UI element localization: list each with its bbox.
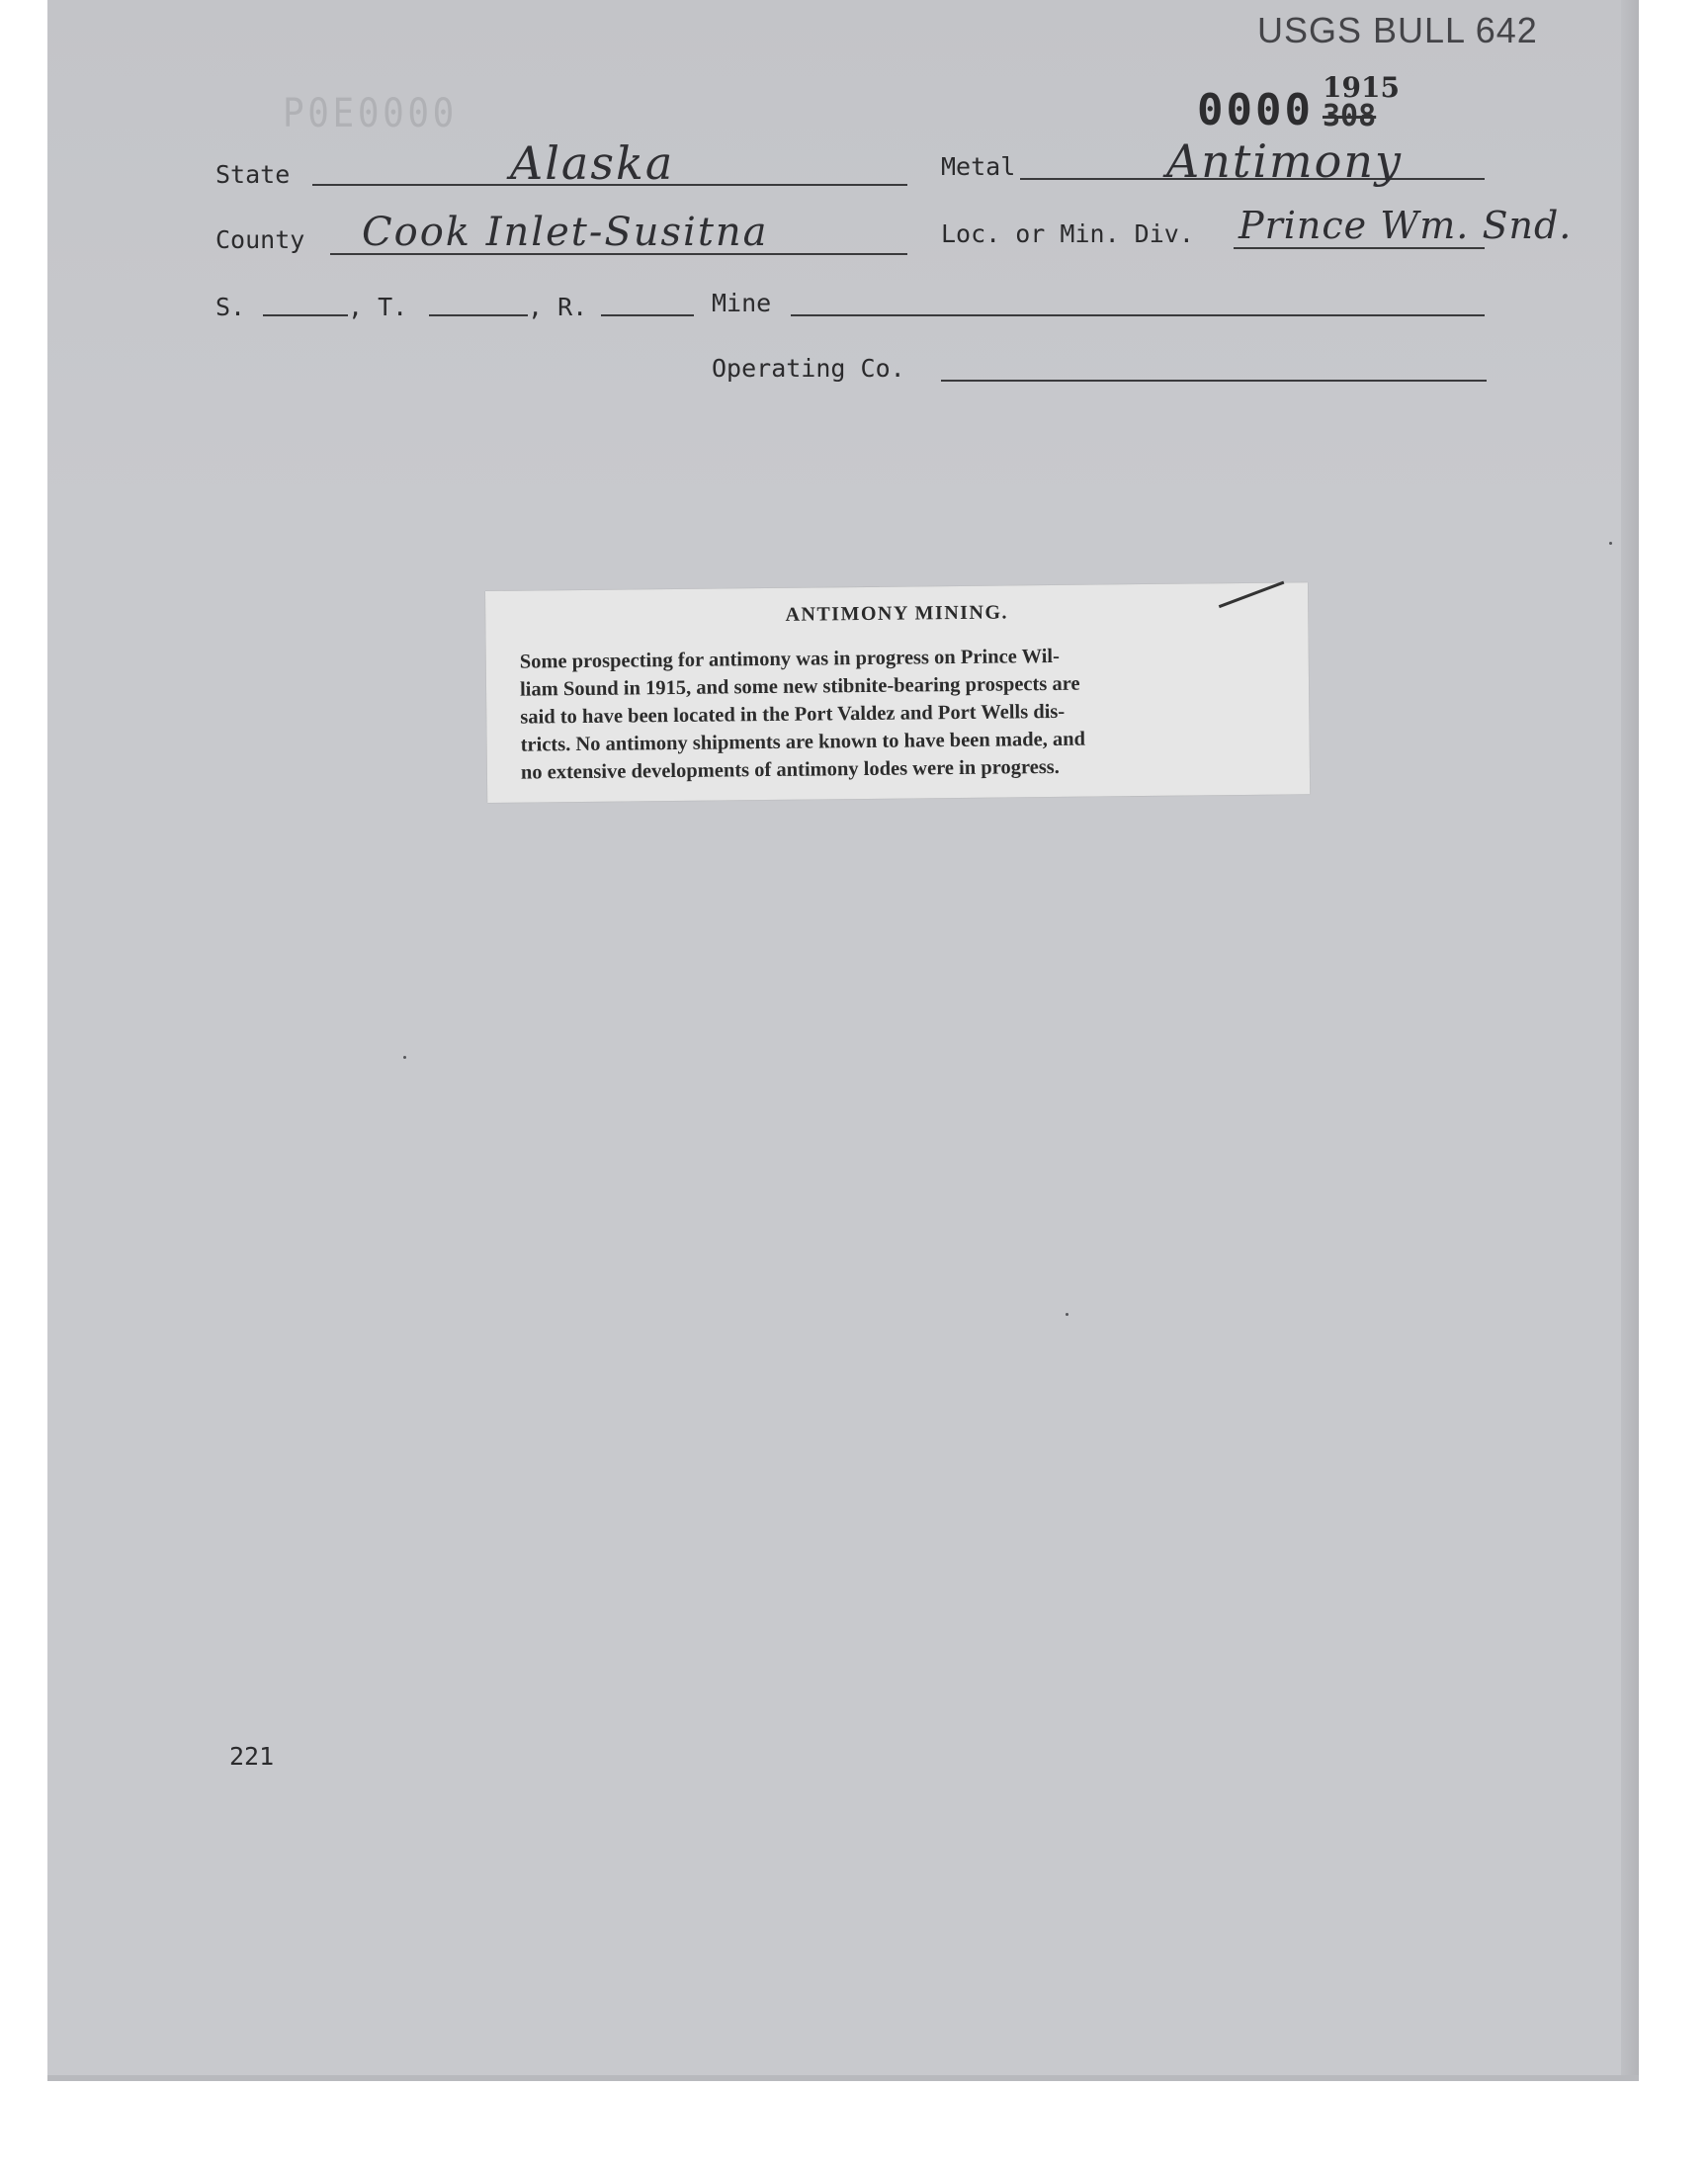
operating-co-line — [941, 380, 1487, 382]
clipping-title: ANTIMONY MINING. — [785, 601, 1009, 626]
document-year: 1915 — [1323, 71, 1400, 104]
county-value: Cook Inlet-Susitna — [362, 210, 769, 255]
card-right-edge — [1621, 0, 1639, 2081]
range-line — [601, 314, 694, 316]
clipping-body — [520, 641, 1278, 787]
loc-value: Prince Wm. Snd. — [1238, 204, 1573, 247]
mine-label: Mine — [712, 289, 772, 317]
range-label: , R. — [528, 293, 588, 321]
loc-label: Loc. or Min. Div. — [941, 219, 1194, 248]
state-value: Alaska — [510, 136, 675, 190]
section-label: S. — [215, 293, 246, 321]
card-shading — [47, 0, 1639, 514]
metal-value: Antimony — [1166, 134, 1403, 188]
clipping-line: said to have been located in the Port Valdez and Port Wells dis- — [520, 700, 1066, 729]
township-line — [429, 314, 528, 316]
newspaper-clipping — [485, 582, 1310, 803]
scan-speck — [403, 1056, 406, 1059]
metal-label: Metal — [941, 152, 1016, 181]
faint-serial-number: P0E0000 — [283, 91, 458, 136]
page-number: 221 — [229, 1742, 275, 1771]
state-label: State — [215, 160, 291, 189]
scan-speck — [1066, 1313, 1068, 1316]
clipping-line: Some prospecting for antimony was in progress on Prince Wil- — [519, 645, 1060, 673]
clipping-line: liam Sound in 1915, and some new stibnite-bearing prospects are — [519, 672, 1080, 701]
mine-line — [791, 314, 1485, 316]
card-bottom-edge — [47, 2075, 1639, 2081]
collection-stamp: USGS BULL 642 — [1257, 10, 1538, 50]
section-line — [263, 314, 348, 316]
county-label: County — [215, 225, 305, 254]
document-card — [47, 0, 1639, 2081]
clipping-line: tricts. No antimony shipments are known to have been made, and — [520, 728, 1086, 756]
operating-co-label: Operating Co. — [712, 354, 905, 383]
document-number-prefix: 0000 — [1197, 85, 1314, 135]
clipping-line: no extensive developments of antimony lodes were in progress. — [520, 755, 1060, 784]
loc-line — [1234, 247, 1485, 249]
township-label: , T. — [348, 293, 408, 321]
scan-speck — [1609, 542, 1612, 545]
document-number-struck: 308 — [1323, 99, 1377, 133]
